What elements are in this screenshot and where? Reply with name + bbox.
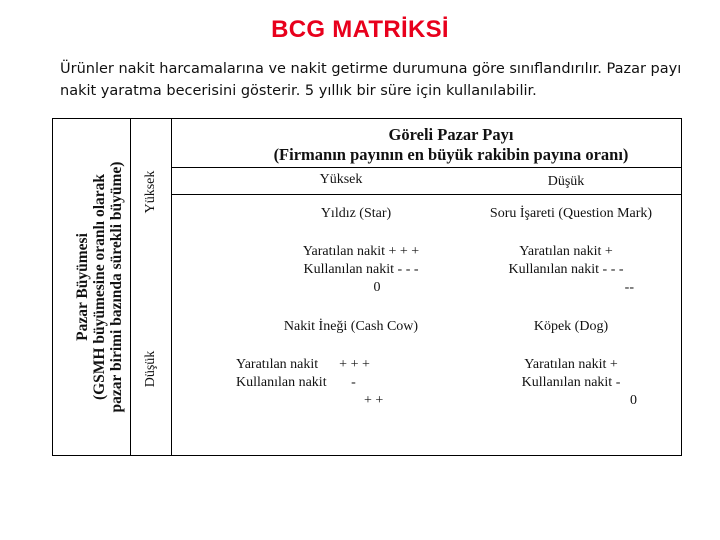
cell-cow-net: + + [364, 393, 384, 408]
cell-star-used: Kullanılan nakit - - - [303, 262, 419, 277]
cell-star-net: 0 [373, 280, 381, 295]
cell-dog-used: Kullanılan nakit - [521, 375, 621, 390]
cell-question-values [486, 243, 646, 297]
description-line-1: Ürünler nakit harcamalarına ve nakit getirme durumuna göre sınıflandırılır. Pazar payı [60, 61, 682, 77]
bcg-matrix [52, 118, 682, 456]
cell-question-used: Kullanılan nakit - - - [508, 262, 624, 277]
divider-y-axis [130, 119, 131, 455]
cell-question-generated: Yaratılan nakit + [519, 244, 613, 259]
cell-dog-generated: Yaratılan nakit + [524, 357, 618, 372]
page-title: BCG MATRİKSİ [271, 16, 449, 43]
y-axis-label-line-3: pazar birimi bazında sürekli büyüme) [108, 161, 125, 413]
cell-cow-name: Nakit İneği (Cash Cow) [283, 319, 419, 334]
row-label-high: Yüksek [143, 170, 158, 214]
cell-question-name: Soru İşareti (Question Mark) [489, 206, 653, 221]
y-axis-label [74, 147, 125, 427]
cell-dog-name: Köpek (Dog) [533, 319, 609, 334]
cell-cow-used: Kullanılan nakit - [236, 375, 356, 390]
x-axis-label [231, 125, 671, 165]
cell-question-net: -- [624, 280, 634, 295]
cell-star-generated: Yaratılan nakit + + + [302, 244, 420, 259]
column-label-high: Yüksek [319, 172, 363, 187]
x-axis-label-line-2: (Firmanın payının en büyük rakibin payına oranı) [273, 145, 629, 164]
divider-column-labels [171, 194, 681, 195]
x-axis-label-line-1: Göreli Pazar Payı [388, 125, 514, 144]
description [60, 58, 720, 102]
cell-dog-net: 0 [630, 393, 637, 408]
cell-cow-values [236, 356, 416, 410]
cell-star-values [241, 243, 481, 297]
divider-row-labels [171, 119, 172, 455]
y-axis-label-line-1: Pazar Büyümesi [74, 233, 91, 341]
y-axis-label-line-2: (GSMH büyümesine oranlı olarak [91, 173, 108, 401]
cell-star-name: Yıldız (Star) [320, 206, 392, 221]
cell-dog-values [501, 356, 641, 410]
description-line-2: nakit yaratma becerisini gösterir. 5 yıllık bir süre için kullanılabilir. [60, 83, 537, 99]
divider-header [171, 167, 681, 168]
row-label-low: Düşük [143, 350, 158, 388]
cell-cow-generated: Yaratılan nakit + + + [236, 357, 370, 372]
column-label-low: Düşük [547, 174, 585, 189]
